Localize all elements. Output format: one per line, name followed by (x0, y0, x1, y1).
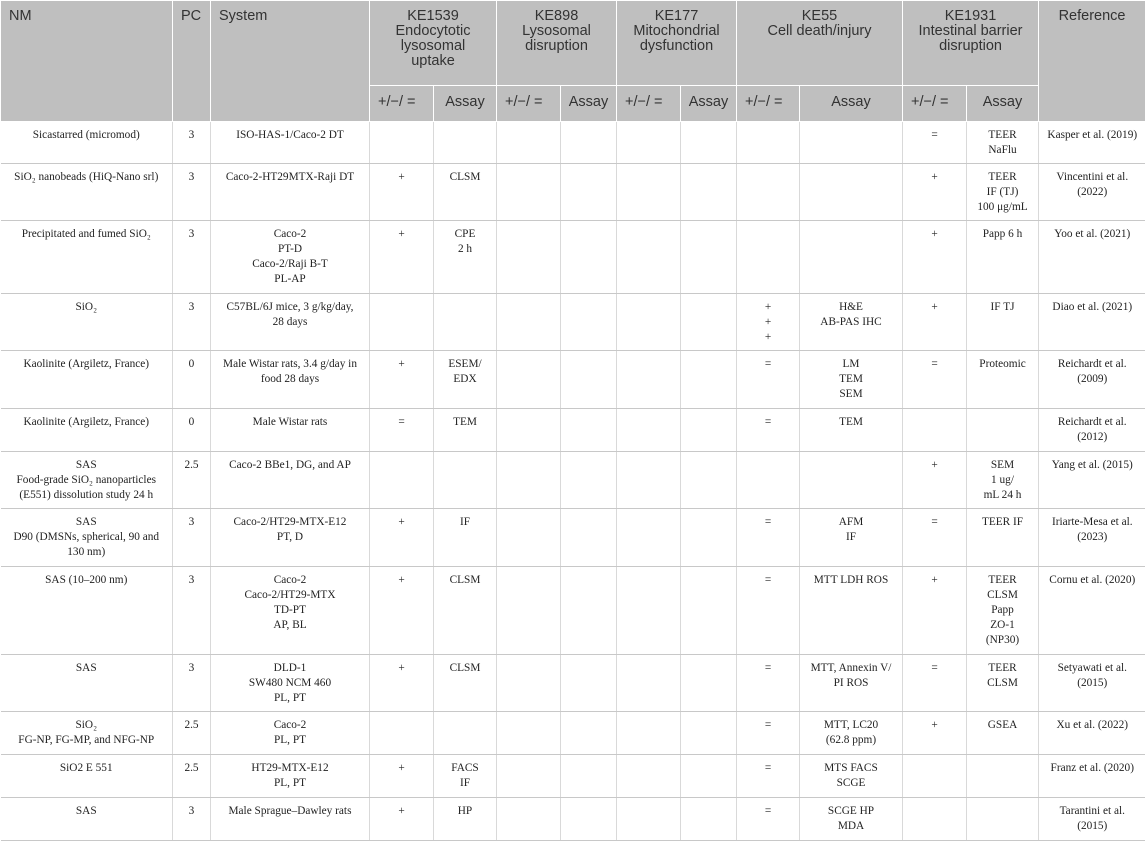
cell-ke177-sign (617, 351, 681, 409)
cell-ke1931-assay (967, 755, 1039, 798)
cell-system: Caco-2 Caco-2/HT29-MTX TD-PT AP, BL (211, 567, 370, 655)
cell-ke1539-sign: = (370, 409, 434, 452)
cell-system: Caco-2 PT-D Caco-2/Raji B-T PL-AP (211, 221, 370, 294)
cell-pc: 3 (173, 567, 211, 655)
table-row (1, 122, 1145, 164)
cell-ke898-assay (561, 351, 617, 409)
cell-nm: Kaolinite (Argiletz, France) (1, 351, 173, 409)
cell-ke1539-sign: + (370, 655, 434, 712)
cell-pc: 3 (173, 655, 211, 712)
cell-ke1931-sign (903, 755, 967, 798)
cell-ke1539-assay (434, 452, 497, 509)
header-ke55: KE55 Cell death/injury (737, 1, 903, 86)
subheader-assay: Assay (800, 86, 903, 122)
cell-ke55-sign (737, 122, 800, 164)
cell-ke898-assay (561, 294, 617, 351)
cell-ke55-assay: TEM (800, 409, 903, 452)
cell-system: Caco-2-HT29MTX-Raji DT (211, 164, 370, 221)
cell-reference: Yoo et al. (2021) (1039, 221, 1145, 294)
cell-ke898-assay (561, 164, 617, 221)
cell-ke177-sign (617, 567, 681, 655)
cell-ke1539-assay (434, 712, 497, 755)
cell-ke177-sign (617, 712, 681, 755)
header-ke1931: KE1931 Intestinal barrier disruption (903, 1, 1039, 86)
cell-system: HT29-MTX-E12 PL, PT (211, 755, 370, 798)
cell-pc: 3 (173, 798, 211, 841)
cell-reference: Reichardt et al. (2012) (1039, 409, 1145, 452)
subheader-assay: Assay (681, 86, 737, 122)
cell-ke177-assay (681, 294, 737, 351)
cell-ke55-sign: = (737, 509, 800, 567)
cell-pc: 3 (173, 221, 211, 294)
cell-ke177-sign (617, 509, 681, 567)
cell-ke1931-sign: = (903, 655, 967, 712)
cell-nm: Kaolinite (Argiletz, France) (1, 409, 173, 452)
table-row (1, 567, 1145, 655)
cell-ke898-sign (497, 452, 561, 509)
cell-ke1539-sign: + (370, 221, 434, 294)
cell-ke55-assay (800, 164, 903, 221)
cell-ke1931-assay (967, 798, 1039, 841)
cell-ke177-assay (681, 798, 737, 841)
cell-pc: 2.5 (173, 452, 211, 509)
cell-ke55-assay: H&E AB-PAS IHC (800, 294, 903, 351)
cell-nm: SAS (1, 798, 173, 841)
header-ke898: KE898 Lysosomal disruption (497, 1, 617, 86)
cell-ke177-assay (681, 221, 737, 294)
cell-ke55-sign: = (737, 755, 800, 798)
cell-reference: Franz et al. (2020) (1039, 755, 1145, 798)
cell-ke55-sign: = (737, 798, 800, 841)
cell-ke1539-sign: + (370, 164, 434, 221)
header-nm: NM (1, 1, 173, 122)
cell-reference: Iriarte-Mesa et al. (2023) (1039, 509, 1145, 567)
cell-system: Caco-2 PL, PT (211, 712, 370, 755)
cell-ke1931-sign: = (903, 509, 967, 567)
cell-ke898-assay (561, 755, 617, 798)
cell-ke1539-assay (434, 122, 497, 164)
cell-reference: Tarantini et al. (2015) (1039, 798, 1145, 841)
cell-ke177-sign (617, 221, 681, 294)
cell-ke55-assay: MTT LDH ROS (800, 567, 903, 655)
cell-ke898-sign (497, 294, 561, 351)
cell-ke1931-sign: + (903, 294, 967, 351)
cell-ke177-assay (681, 452, 737, 509)
cell-ke177-assay (681, 655, 737, 712)
cell-ke898-assay (561, 798, 617, 841)
cell-reference: Cornu et al. (2020) (1039, 567, 1145, 655)
cell-ke898-sign (497, 351, 561, 409)
cell-ke1539-sign (370, 294, 434, 351)
header-reference: Reference (1039, 1, 1145, 122)
cell-reference: Vincentini et al. (2022) (1039, 164, 1145, 221)
cell-ke1539-assay: CLSM (434, 655, 497, 712)
cell-pc: 0 (173, 409, 211, 452)
cell-ke1931-assay: Proteomic (967, 351, 1039, 409)
cell-ke1931-sign: + (903, 452, 967, 509)
cell-ke898-sign (497, 567, 561, 655)
cell-nm: SiO2 E 551 (1, 755, 173, 798)
cell-pc: 3 (173, 164, 211, 221)
cell-reference: Xu et al. (2022) (1039, 712, 1145, 755)
cell-ke177-assay (681, 567, 737, 655)
cell-ke1931-assay: TEER IF (TJ) 100 μg/mL (967, 164, 1039, 221)
cell-ke55-sign (737, 221, 800, 294)
cell-pc: 2.5 (173, 755, 211, 798)
cell-ke177-assay (681, 509, 737, 567)
cell-ke177-assay (681, 122, 737, 164)
cell-nm: SiO₂ FG-NP, FG-MP, and NFG-NP (1, 712, 173, 755)
cell-ke1539-assay: CLSM (434, 164, 497, 221)
cell-ke1931-assay: TEER CLSM (967, 655, 1039, 712)
header-pc: PC (173, 1, 211, 122)
cell-nm: SAS D90 (DMSNs, spherical, 90 and 130 nm) (1, 509, 173, 567)
cell-ke177-sign (617, 798, 681, 841)
cell-ke55-sign: = (737, 655, 800, 712)
cell-ke898-assay (561, 712, 617, 755)
cell-ke1931-assay: TEER IF (967, 509, 1039, 567)
cell-ke1539-sign: + (370, 798, 434, 841)
cell-ke55-assay: SCGE HP MDA (800, 798, 903, 841)
table-row (1, 509, 1145, 567)
cell-ke1539-assay: IF (434, 509, 497, 567)
cell-system: ISO-HAS-1/Caco-2 DT (211, 122, 370, 164)
header-ke1539: KE1539 Endocytotic lysosomal uptake (370, 1, 497, 86)
cell-ke177-sign (617, 122, 681, 164)
cell-ke55-sign: = (737, 351, 800, 409)
cell-ke1931-sign: + (903, 164, 967, 221)
cell-system: C57BL/6J mice, 3 g/kg/day, 28 days (211, 294, 370, 351)
subheader-assay: Assay (561, 86, 617, 122)
cell-ke177-assay (681, 351, 737, 409)
subheader-assay: Assay (967, 86, 1039, 122)
cell-ke55-sign (737, 164, 800, 221)
table-row (1, 164, 1145, 221)
cell-ke55-assay: MTS FACS SCGE (800, 755, 903, 798)
cell-ke177-sign (617, 655, 681, 712)
cell-ke898-assay (561, 122, 617, 164)
cell-ke898-sign (497, 164, 561, 221)
header-ke177: KE177 Mitochondrial dysfunction (617, 1, 737, 86)
cell-ke1539-sign: + (370, 351, 434, 409)
cell-ke55-sign: = (737, 712, 800, 755)
cell-ke898-assay (561, 567, 617, 655)
cell-ke1539-assay: FACS IF (434, 755, 497, 798)
cell-ke898-sign (497, 409, 561, 452)
cell-nm: SiO₂ nanobeads (HiQ-Nano srl) (1, 164, 173, 221)
cell-pc: 0 (173, 351, 211, 409)
header-row (1, 1, 1145, 86)
cell-pc: 3 (173, 122, 211, 164)
subheader-sign: +/−/ = (737, 86, 800, 122)
subheader-sign: +/−/ = (497, 86, 561, 122)
cell-ke1931-sign: = (903, 122, 967, 164)
cell-nm: SAS Food-grade SiO₂ nanoparticles (E551) dissolution study 24 h (1, 452, 173, 509)
table-row (1, 755, 1145, 798)
cell-ke1931-sign (903, 409, 967, 452)
cell-ke55-sign: + + + (737, 294, 800, 351)
cell-ke1539-assay: HP (434, 798, 497, 841)
cell-ke177-sign (617, 755, 681, 798)
subheader-assay: Assay (434, 86, 497, 122)
table-row (1, 452, 1145, 509)
cell-ke898-sign (497, 755, 561, 798)
cell-pc: 3 (173, 509, 211, 567)
cell-ke1931-assay: GSEA (967, 712, 1039, 755)
cell-ke1931-assay: TEER CLSM Papp ZO-1 (NP30) (967, 567, 1039, 655)
cell-ke898-assay (561, 221, 617, 294)
cell-system: Caco-2/HT29-MTX-E12 PT, D (211, 509, 370, 567)
cell-ke55-sign: = (737, 567, 800, 655)
cell-ke1931-sign (903, 798, 967, 841)
cell-ke55-assay (800, 221, 903, 294)
cell-ke1931-sign: = (903, 351, 967, 409)
cell-ke1539-sign: + (370, 755, 434, 798)
cell-ke1931-assay: IF TJ (967, 294, 1039, 351)
cell-ke55-assay (800, 452, 903, 509)
header-system: System (211, 1, 370, 122)
cell-ke177-assay (681, 409, 737, 452)
cell-ke898-assay (561, 452, 617, 509)
cell-ke177-assay (681, 755, 737, 798)
subheader-sign: +/−/ = (370, 86, 434, 122)
cell-ke898-assay (561, 409, 617, 452)
table-row (1, 798, 1145, 841)
cell-ke898-sign (497, 655, 561, 712)
cell-pc: 2.5 (173, 712, 211, 755)
table-row (1, 221, 1145, 294)
cell-ke1539-assay: CPE 2 h (434, 221, 497, 294)
cell-system: Male Wistar rats, 3.4 g/day in food 28 days (211, 351, 370, 409)
cell-ke1539-sign (370, 712, 434, 755)
cell-reference: Reichardt et al. (2009) (1039, 351, 1145, 409)
cell-system: Male Wistar rats (211, 409, 370, 452)
cell-ke898-sign (497, 712, 561, 755)
cell-ke55-assay: MTT, LC20 (62.8 ppm) (800, 712, 903, 755)
cell-ke177-sign (617, 294, 681, 351)
cell-ke55-assay (800, 122, 903, 164)
cell-nm: SAS (10–200 nm) (1, 567, 173, 655)
cell-ke1539-sign (370, 122, 434, 164)
cell-ke177-assay (681, 712, 737, 755)
table-row (1, 351, 1145, 409)
cell-ke1539-assay: ESEM/ EDX (434, 351, 497, 409)
cell-ke177-sign (617, 164, 681, 221)
cell-ke177-sign (617, 452, 681, 509)
cell-system: Caco-2 BBe1, DG, and AP (211, 452, 370, 509)
cell-ke1539-sign: + (370, 509, 434, 567)
table-row (1, 294, 1145, 351)
cell-ke898-sign (497, 221, 561, 294)
cell-ke177-sign (617, 409, 681, 452)
subheader-sign: +/−/ = (903, 86, 967, 122)
cell-reference: Setyawati et al. (2015) (1039, 655, 1145, 712)
table-body (1, 122, 1145, 841)
cell-nm: SAS (1, 655, 173, 712)
cell-ke177-assay (681, 164, 737, 221)
cell-ke55-sign: = (737, 409, 800, 452)
cell-ke1539-sign: + (370, 567, 434, 655)
cell-system: DLD-1 SW480 NCM 460 PL, PT (211, 655, 370, 712)
cell-ke1931-sign: + (903, 221, 967, 294)
cell-reference: Yang et al. (2015) (1039, 452, 1145, 509)
cell-nm: SiO₂ (1, 294, 173, 351)
cell-reference: Diao et al. (2021) (1039, 294, 1145, 351)
cell-ke55-assay: AFM IF (800, 509, 903, 567)
cell-ke1539-assay (434, 294, 497, 351)
table-row (1, 409, 1145, 452)
cell-ke898-sign (497, 798, 561, 841)
cell-ke898-sign (497, 509, 561, 567)
cell-ke55-assay: MTT, Annexin V/ PI ROS (800, 655, 903, 712)
cell-pc: 3 (173, 294, 211, 351)
table-row (1, 655, 1145, 712)
cell-ke1931-sign: + (903, 567, 967, 655)
cell-ke1931-sign: + (903, 712, 967, 755)
cell-ke55-assay: LM TEM SEM (800, 351, 903, 409)
subheader-sign: +/−/ = (617, 86, 681, 122)
cell-ke898-assay (561, 509, 617, 567)
cell-ke1931-assay: TEER NaFlu (967, 122, 1039, 164)
cell-ke55-sign (737, 452, 800, 509)
cell-ke1931-assay: SEM 1 ug/ mL 24 h (967, 452, 1039, 509)
table-row (1, 712, 1145, 755)
cell-system: Male Sprague–Dawley rats (211, 798, 370, 841)
cell-nm: Precipitated and fumed SiO₂ (1, 221, 173, 294)
cell-ke1539-sign (370, 452, 434, 509)
cell-ke1539-assay: CLSM (434, 567, 497, 655)
cell-ke1539-assay: TEM (434, 409, 497, 452)
cell-ke898-assay (561, 655, 617, 712)
cell-ke898-sign (497, 122, 561, 164)
cell-ke1931-assay (967, 409, 1039, 452)
cell-nm: Sicastarred (micromod) (1, 122, 173, 164)
cell-reference: Kasper et al. (2019) (1039, 122, 1145, 164)
cell-ke1931-assay: Papp 6 h (967, 221, 1039, 294)
